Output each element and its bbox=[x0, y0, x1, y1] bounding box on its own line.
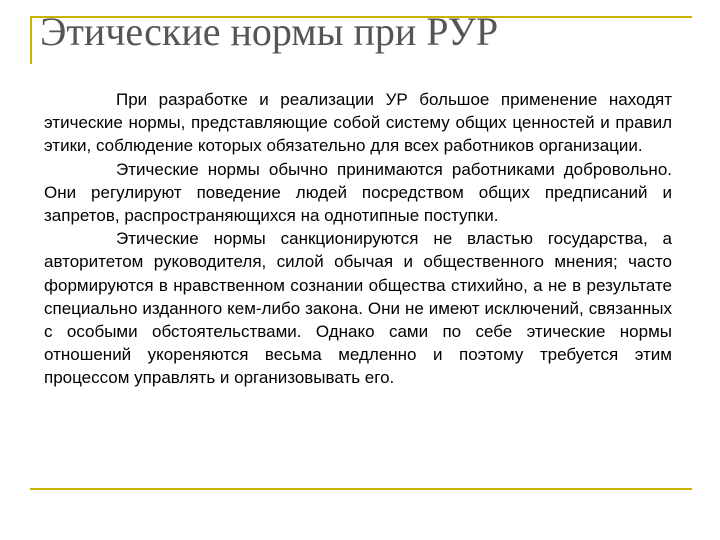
title-frame-left-line bbox=[30, 16, 32, 64]
slide-title: Этические нормы при РУР bbox=[40, 9, 499, 54]
slide-body bbox=[44, 88, 672, 390]
bottom-rule bbox=[30, 488, 692, 490]
paragraph-1: При разработке и реализации УР большое применение находят этические нормы, представляющие собой систему общих ценностей и правил этики, соблюдение которых обязательно для всех работников организации. bbox=[44, 90, 672, 156]
paragraph-2: Этические нормы обычно принимаются работниками добровольно. Они регулируют поведение людей посредством общих предписаний и запретов, распространяющихся на однотипные поступки. bbox=[44, 159, 672, 226]
paragraph-3: Этические нормы санкционируются не властью государства, а авторитетом руководителя, силой обычая и общественного мнения; часто формируются в нравственном сознании общества стихийно, а не в результате специально изданного кем-либо закона. Они не имеют исключений, связанных с особыми обстоятельствами. Однако сами по себе этические нормы отношений укореняются весьма медленно и поэтому требуется этим процессом управлять и организовывать его. bbox=[44, 229, 672, 388]
